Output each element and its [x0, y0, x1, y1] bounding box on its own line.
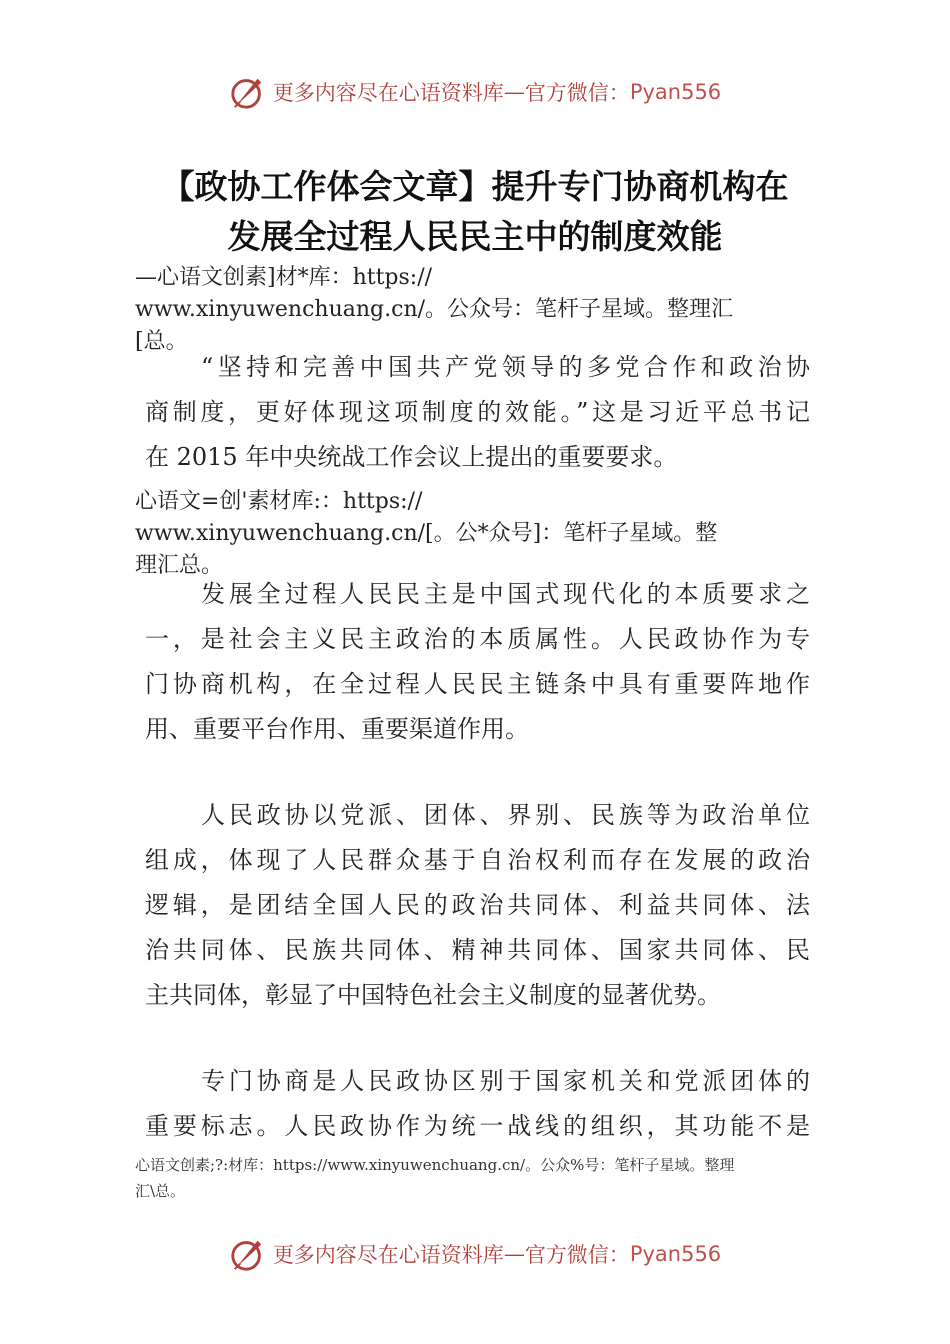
paragraph-line: 重要标志。人民政协作为统一战线的组织，其功能不是 [145, 1112, 810, 1140]
title-line-2: 发展全过程人民民主中的制度效能 [227, 217, 723, 256]
banner-wechat-label: 官方微信： [524, 81, 630, 105]
banner-wechat-id: Pyan556 [629, 1242, 722, 1266]
footer-banner [0, 1232, 950, 1276]
paragraph-line: 商制度，更好体现这项制度的效能。”这是习近平总书记 [145, 398, 810, 426]
paragraph-line: 治共同体、民族共同体、精神共同体、国家共同体、民 [145, 936, 810, 964]
paragraph-line: 用、重要平台作用、重要渠道作用。 [145, 715, 529, 743]
banner-separator: — [503, 1242, 525, 1266]
paragraph-line: 门协商机构，在全过程人民民主链条中具有重要阵地作 [145, 670, 810, 698]
source-note: —心语文创素]材*库：https:// www.xinyuwenchuang.cn/。公众号：笔杆子星域。整理汇 [总。 [135, 265, 734, 354]
paragraph-line: “坚持和完善中国共产党领导的多党合作和政治协 [201, 353, 810, 381]
quill-logo-icon [229, 1235, 267, 1273]
paragraph [145, 345, 810, 480]
paragraph [145, 1059, 810, 1149]
banner-wechat-label: 官方微信： [524, 1243, 630, 1267]
title-line-1: 【政协工作体会文章】提升专门协商机构在 [161, 167, 789, 206]
paragraph-line: 在 2015 年中央统战工作会议上提出的重要要求。 [145, 443, 678, 471]
paragraph-line: 一，是社会主义民主政治的本质属性。人民政协作为专 [145, 625, 810, 653]
paragraph-line: 主共同体，彰显了中国特色社会主义制度的显著优势。 [145, 981, 721, 1009]
paragraph-line: 逻辑，是团结全国人民的政治共同体、利益共同体、法 [145, 891, 810, 919]
document-title [60, 162, 890, 262]
paragraph-line: 组成，体现了人民群众基于自治权利而存在发展的政治 [145, 846, 810, 874]
banner-wechat-id: Pyan556 [629, 80, 722, 104]
source-note: 心语文=创'素材库:：https:// www.xinyuwenchuang.cn/[。公*众号]：笔杆子星域。整 理汇总。 [135, 489, 718, 578]
footnote: 心语文创素;?:材库：https://www.xinyuwenchuang.cn/。公众%号：笔杆子星域。整理 汇\总。 [135, 1156, 735, 1200]
paragraph-line: 发展全过程人民民主是中国式现代化的本质要求之 [201, 580, 810, 608]
banner-separator: — [503, 80, 525, 104]
banner-text: 更多内容尽在心语资料库 [272, 1243, 504, 1267]
paragraph [145, 572, 810, 752]
paragraph-line: 专门协商是人民政协区别于国家机关和党派团体的 [201, 1067, 810, 1095]
header-banner [0, 70, 950, 114]
quill-logo-icon [229, 73, 267, 111]
paragraph-line: 人民政协以党派、团体、界别、民族等为政治单位 [201, 801, 810, 829]
banner-text: 更多内容尽在心语资料库 [272, 81, 504, 105]
paragraph [145, 793, 810, 1018]
